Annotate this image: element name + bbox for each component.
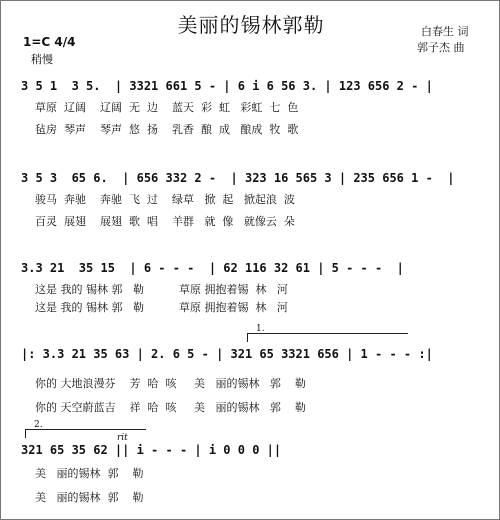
tempo-marking: 稍慢 [31, 53, 53, 66]
lyric-verse-1: 你的 大地浪漫芬 芳 哈 咳 美 丽的锡林 郭 勒 [35, 377, 306, 390]
notation-line: |: 3.3 21 35 63 | 2. 6 5 - | 321 65 3321 656 | 1 - - - :| [21, 347, 433, 361]
lyric-verse-1: 美 丽的锡林 郭 勒 [35, 467, 144, 480]
lyric-verse-1: 骏马 奔驰 奔驰 飞 过 绿草 掀 起 掀起浪 波 [35, 193, 295, 206]
lyric-verse-2: 百灵 展翅 展翅 歌 唱 羊群 就 像 就像云 朵 [35, 215, 295, 228]
lyric-verse-2: 毡房 琴声 琴声 悠 扬 乳香 酿 成 酿成 牧 歌 [35, 123, 299, 136]
lyric-verse-2: 你的 天空蔚蓝吉 祥 哈 咳 美 丽的锡林 郭 勒 [35, 401, 306, 414]
volta-label: 2. [34, 420, 43, 430]
notation-line: 321 65 35 62 || i - - - | i 0 0 0 || [21, 443, 282, 457]
notation-line: 3 5 1 3 5. | 3321 661 5 - | 6 i 6 56 3. | 123 656 2 - | [21, 79, 433, 93]
volta-bracket-1 [247, 324, 408, 342]
ritardando-mark: rit [117, 433, 128, 443]
key-signature: 1=C 4/4 [23, 35, 76, 49]
song-title: 美丽的锡林郭勒 [177, 13, 325, 37]
notation-line: 3 5 3 65 6. | 656 332 2 - | 323 16 565 3 | 235 656 1 - | [21, 171, 455, 185]
composer-credit: 郭子杰 曲 [417, 41, 465, 54]
lyric-verse-2: 美 丽的锡林 郭 勒 [35, 491, 144, 504]
notation-line: 3.3 21 35 15 | 6 - - - | 62 116 32 61 | 5 - - - | [21, 261, 404, 275]
lyric-verse-2: 这是 我的 锡林 郭 勒 草原 拥抱着锡 林 河 [35, 301, 288, 314]
volta-label: 1. [256, 324, 265, 334]
lyricist-credit: 白春生 词 [421, 25, 469, 38]
lyric-verse-1: 草原 辽阔 辽阔 无 边 蓝天 彩 虹 彩虹 七 色 [35, 101, 299, 114]
lyric-verse-1: 这是 我的 锡林 郭 勒 草原 拥抱着锡 林 河 [35, 283, 288, 296]
